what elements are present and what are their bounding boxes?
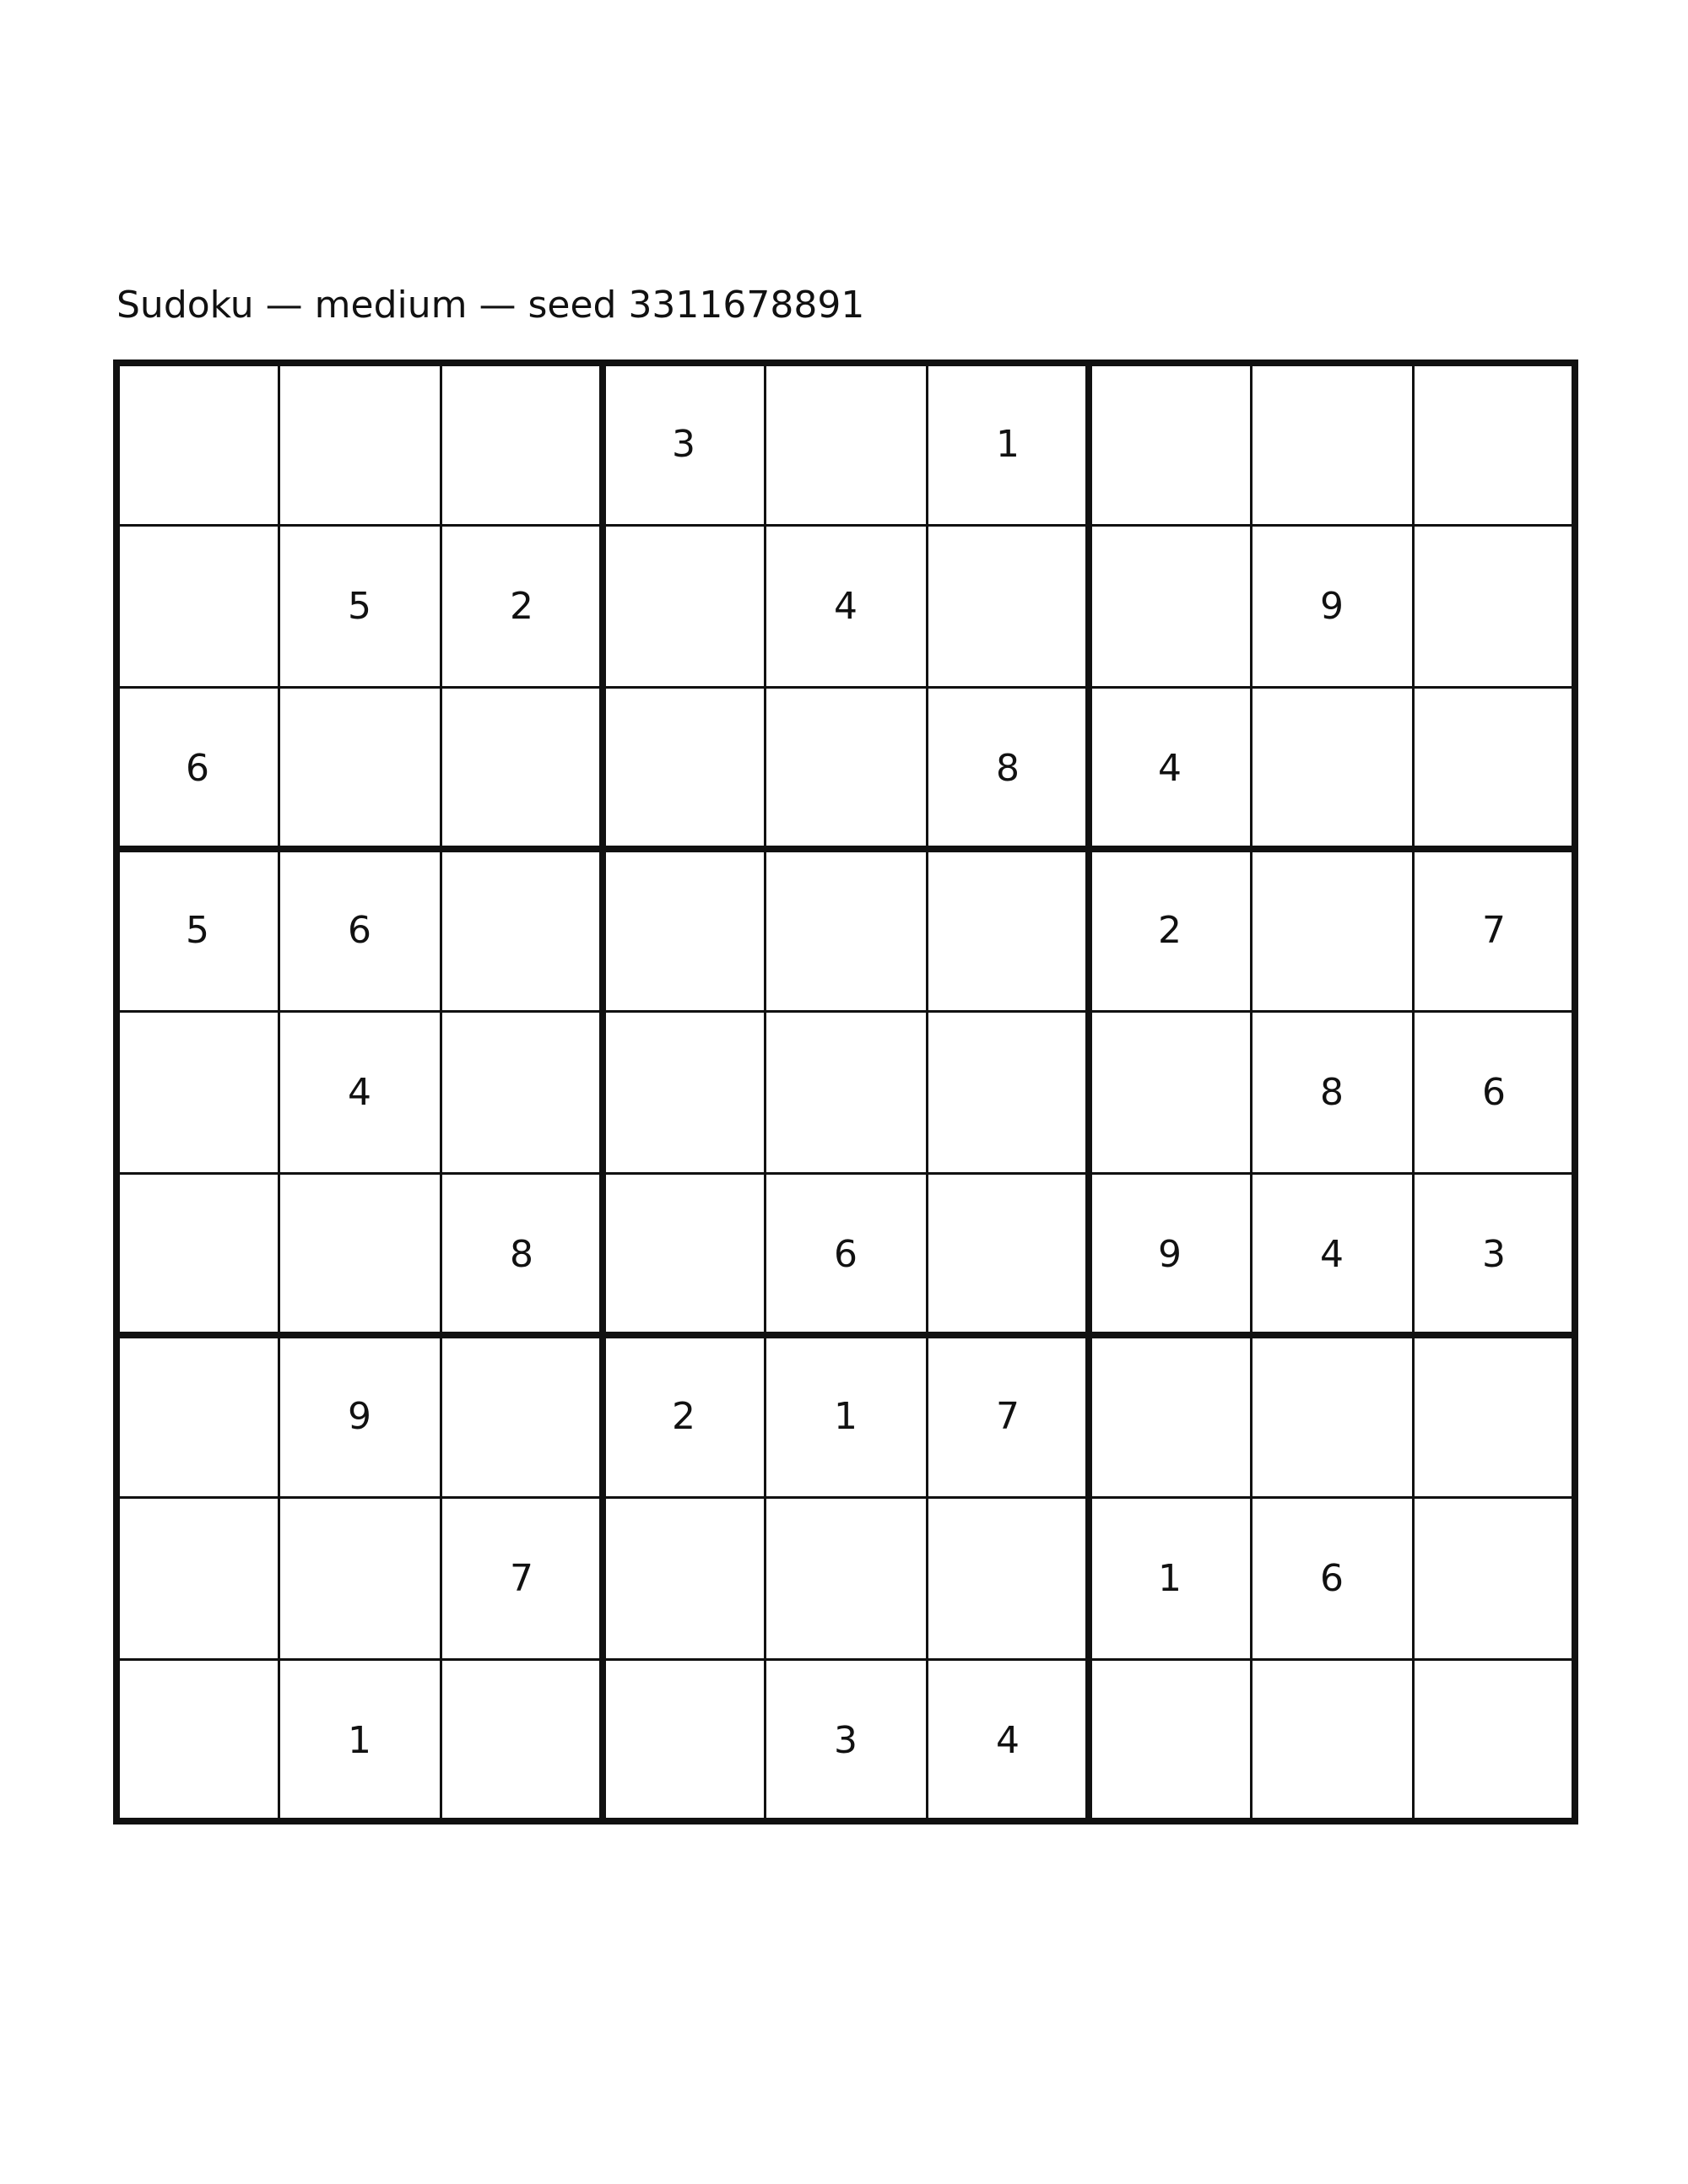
grid-line-vertical [278, 362, 280, 1823]
sudoku-cell[interactable] [1089, 1659, 1251, 1821]
sudoku-cell[interactable] [116, 363, 279, 525]
sudoku-cell[interactable] [279, 363, 441, 525]
sudoku-cell[interactable] [116, 1011, 279, 1173]
sudoku-cell[interactable] [116, 1659, 279, 1821]
sudoku-cell: 2 [510, 584, 533, 628]
sudoku-cell[interactable] [1089, 1011, 1251, 1173]
sudoku-cell: 5 [186, 908, 209, 952]
sudoku-cell: 3 [672, 422, 695, 466]
sudoku-cell[interactable] [116, 525, 279, 687]
sudoku-cell: 4 [834, 584, 858, 628]
grid-line-horizontal [116, 1496, 1577, 1499]
sudoku-cell: 1 [996, 422, 1020, 466]
sudoku-cell[interactable] [603, 687, 765, 849]
box-divider-vertical [599, 359, 606, 1825]
sudoku-cell: 7 [996, 1394, 1020, 1438]
sudoku-cell: 6 [834, 1232, 858, 1276]
grid-line-horizontal [116, 686, 1577, 689]
sudoku-cell: 4 [348, 1070, 371, 1114]
sudoku-cell: 1 [834, 1394, 858, 1438]
puzzle-title: Sudoku — medium — seed 3311678891 [116, 284, 865, 327]
sudoku-cell[interactable] [603, 1173, 765, 1335]
box-divider-horizontal [113, 846, 1578, 852]
sudoku-cell[interactable] [441, 1011, 603, 1173]
sudoku-cell[interactable] [441, 1335, 603, 1497]
box-divider-vertical [1085, 359, 1092, 1825]
sudoku-cell[interactable] [1251, 687, 1413, 849]
sudoku-cell[interactable] [603, 1011, 765, 1173]
sudoku-cell: 9 [348, 1394, 371, 1438]
sudoku-cell[interactable] [765, 849, 927, 1011]
sudoku-cell: 6 [186, 746, 209, 790]
sudoku-cell[interactable] [603, 525, 765, 687]
sudoku-cell[interactable] [1089, 525, 1251, 687]
sudoku-cell: 8 [996, 746, 1020, 790]
sudoku-cell: 2 [1158, 908, 1182, 952]
sudoku-cell[interactable] [765, 1011, 927, 1173]
sudoku-cell: 7 [510, 1556, 533, 1600]
sudoku-cell[interactable] [1251, 849, 1413, 1011]
sudoku-cell[interactable] [441, 363, 603, 525]
sudoku-cell[interactable] [1413, 687, 1575, 849]
sudoku-cell[interactable] [279, 687, 441, 849]
sudoku-cell[interactable] [1413, 1335, 1575, 1497]
sudoku-cell[interactable] [116, 1173, 279, 1335]
sudoku-cell[interactable] [279, 1497, 441, 1659]
sudoku-cell: 4 [996, 1718, 1020, 1762]
grid-line-horizontal [116, 1658, 1577, 1661]
sudoku-cell[interactable] [116, 1497, 279, 1659]
sudoku-cell[interactable] [1413, 1497, 1575, 1659]
sudoku-cell[interactable] [765, 1497, 927, 1659]
grid-line-horizontal [116, 1172, 1577, 1175]
grid-line-vertical [926, 362, 928, 1823]
sudoku-cell[interactable] [927, 525, 1089, 687]
sudoku-cell: 6 [1320, 1556, 1344, 1600]
sudoku-cell[interactable] [765, 363, 927, 525]
sudoku-cell[interactable] [1413, 525, 1575, 687]
sudoku-cell[interactable] [603, 849, 765, 1011]
sudoku-cell[interactable] [441, 849, 603, 1011]
sudoku-cell[interactable] [1089, 1335, 1251, 1497]
sudoku-cell: 5 [348, 584, 371, 628]
sudoku-cell: 4 [1320, 1232, 1344, 1276]
sudoku-cell[interactable] [1251, 1335, 1413, 1497]
sudoku-cell: 4 [1158, 746, 1182, 790]
sudoku-cell[interactable] [603, 1497, 765, 1659]
sudoku-cell: 6 [348, 908, 371, 952]
sudoku-cell: 3 [834, 1718, 858, 1762]
sudoku-cell[interactable] [1413, 363, 1575, 525]
box-divider-horizontal [113, 1818, 1578, 1825]
sudoku-cell: 1 [348, 1718, 371, 1762]
sudoku-cell: 1 [1158, 1556, 1182, 1600]
grid-line-horizontal [116, 1010, 1577, 1013]
sudoku-cell: 9 [1158, 1232, 1182, 1276]
grid-line-vertical [1250, 362, 1252, 1823]
sudoku-board [116, 363, 1575, 1821]
sudoku-cell: 8 [1320, 1070, 1344, 1114]
sudoku-cell[interactable] [927, 1497, 1089, 1659]
grid-line-vertical [1412, 362, 1415, 1823]
sudoku-cell: 8 [510, 1232, 533, 1276]
sudoku-cell: 9 [1320, 584, 1344, 628]
grid-line-vertical [764, 362, 766, 1823]
box-divider-vertical [1572, 359, 1578, 1825]
grid-line-vertical [440, 362, 442, 1823]
sudoku-cell: 2 [672, 1394, 695, 1438]
sudoku-cell[interactable] [1251, 1659, 1413, 1821]
grid-line-horizontal [116, 524, 1577, 527]
sudoku-cell[interactable] [927, 1173, 1089, 1335]
sudoku-cell[interactable] [441, 1659, 603, 1821]
box-divider-horizontal [113, 1332, 1578, 1338]
sudoku-cell[interactable] [927, 1011, 1089, 1173]
sudoku-cell[interactable] [1089, 363, 1251, 525]
sudoku-cell[interactable] [603, 1659, 765, 1821]
sudoku-cell[interactable] [116, 1335, 279, 1497]
sudoku-cell[interactable] [441, 687, 603, 849]
sudoku-cell[interactable] [1413, 1659, 1575, 1821]
box-divider-vertical [113, 359, 120, 1825]
sudoku-cell[interactable] [765, 687, 927, 849]
sudoku-cell[interactable] [279, 1173, 441, 1335]
sudoku-cell: 6 [1482, 1070, 1506, 1114]
sudoku-cell: 3 [1482, 1232, 1506, 1276]
sudoku-cell: 7 [1482, 908, 1506, 952]
box-divider-horizontal [113, 359, 1578, 366]
sudoku-cell[interactable] [927, 849, 1089, 1011]
sudoku-cell[interactable] [1251, 363, 1413, 525]
